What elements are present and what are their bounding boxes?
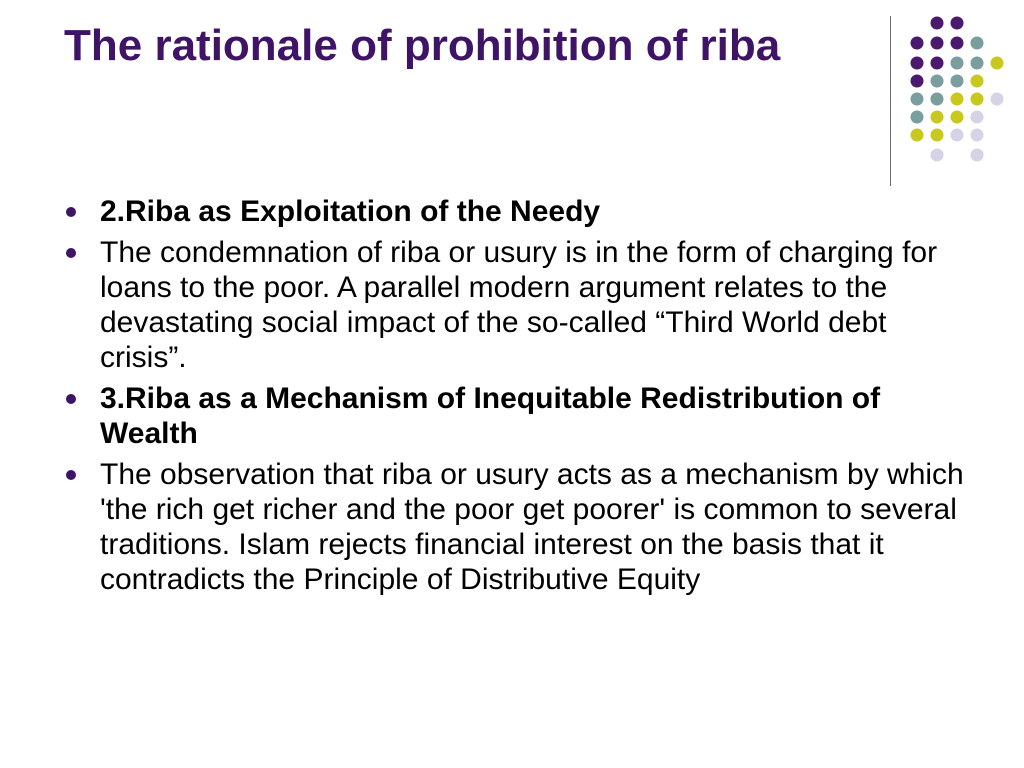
dot-row-5	[911, 93, 1004, 106]
bullet-marker	[66, 394, 76, 404]
dot-row-1	[931, 17, 964, 30]
dot-row-3	[911, 57, 1004, 70]
bullet-text: The condemnation of riba or usury is in the form of charging for loans to the poor. A parallel modern argument relates to the devastating social impact of the so-called “Third World debt crisis”.	[100, 236, 938, 374]
dot-row-8	[931, 149, 984, 162]
dot-row-6	[911, 111, 984, 124]
bullet-text: 3.Riba as a Mechanism of Inequitable Redistribution of Wealth	[100, 382, 881, 450]
title-divider-line	[890, 16, 891, 186]
bullet-item	[64, 235, 964, 375]
bullet-item	[64, 457, 964, 597]
bullet-text: The observation that riba or usury acts as a mechanism by which 'the rich get richer and the poor get poorer' is common to several traditions. Islam rejects financial interest on the basis that it contradicts the Principle of Distributive Equity	[100, 458, 964, 596]
dot-row-7	[911, 129, 984, 142]
bullet-text: 2.Riba as Exploitation of the Needy	[100, 195, 601, 228]
dot-row-2	[911, 37, 984, 50]
bullet-item	[64, 381, 964, 451]
bullet-list	[64, 194, 964, 603]
bullet-item	[64, 194, 964, 229]
bullet-marker	[66, 248, 76, 258]
dot-row-4	[911, 75, 984, 88]
bullet-marker	[66, 207, 76, 217]
slide-title: The rationale of prohibition of riba	[64, 21, 781, 70]
bullet-marker	[66, 470, 76, 480]
